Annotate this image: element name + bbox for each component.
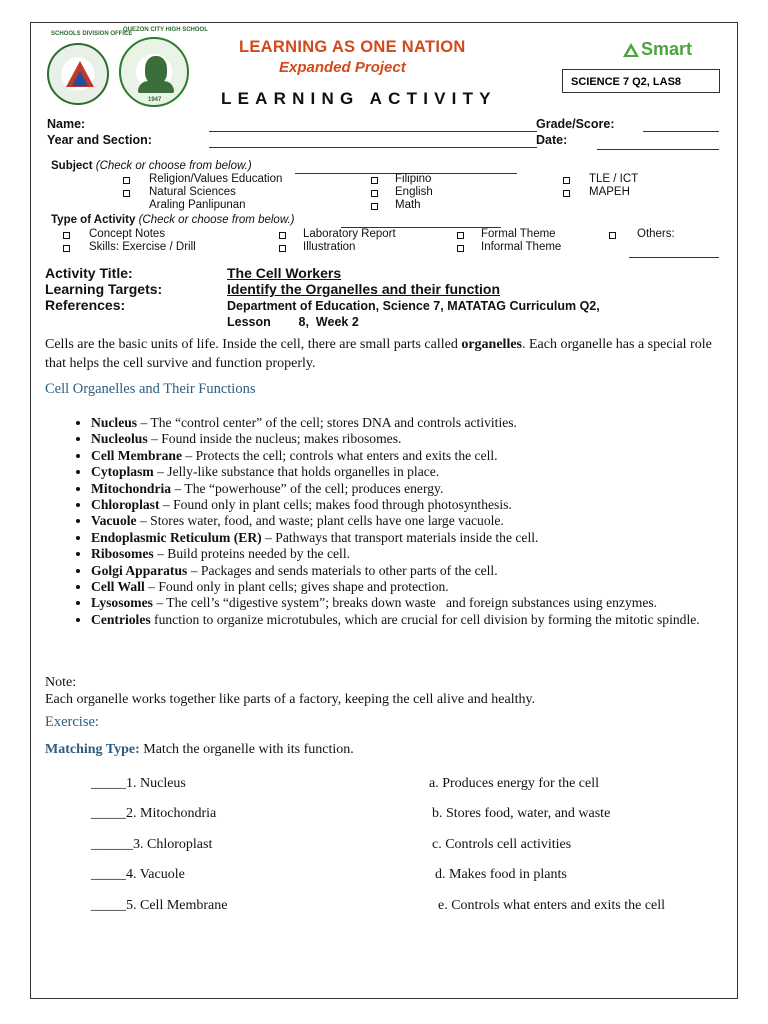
logo1-caption: SCHOOLS DIVISION OFFICE [51,31,133,37]
organelle-item [91,595,741,611]
match-item-4[interactable]: _____4. Vacuole [91,867,185,882]
match-choice-e: e. Controls what enters and exits the cell [438,898,666,913]
grade-score-line[interactable] [643,131,719,132]
organelle-term: Mitochondria [91,480,172,496]
header-title: LEARNING AS ONE NATION [239,38,466,56]
activity-title-label: Activity Title: [45,265,133,281]
organelle-item [91,464,741,480]
grade-score-label: Grade/Score: [536,117,615,131]
organelle-term: Golgi Apparatus [91,562,188,578]
option-english: English [395,186,433,198]
brand-name: Smart [641,39,693,59]
organelle-item [91,579,741,595]
organelle-description: – Pathways that transport materials inside the cell. [261,529,539,545]
option-religion: Religion/Values Education [149,173,283,185]
checkbox-english[interactable] [371,190,378,197]
organelle-item [91,612,741,628]
option-natural-sciences: Natural Sciences [149,186,236,198]
organelle-description: – The “control center” of the cell; stores DNA and controls activities. [137,415,517,430]
match-item-2[interactable]: _____2. Mitochondria [91,806,217,821]
organelle-term: Vacuole [91,513,137,529]
checkbox-others[interactable] [609,232,616,239]
logo2-caption: QUEZON CITY HIGH SCHOOL [123,27,208,33]
date-label: Date: [536,133,568,147]
organelle-item [91,415,741,431]
organelle-term: Cytoplasm [91,464,154,480]
checkbox-tle-ict[interactable] [563,177,570,184]
organelle-list [63,415,741,628]
organelle-term: Nucleus [91,415,138,430]
organelle-term: Ribosomes [91,546,154,562]
exercise-label: Exercise: [45,714,99,730]
name-line[interactable] [209,131,537,132]
checkbox-mapeh[interactable] [563,190,570,197]
match-item-1[interactable]: _____1. Nucleus [91,776,186,791]
learning-targets: Identify the Organelles and their function [227,281,501,297]
checkbox-skills[interactable] [63,245,70,252]
organelle-term: Endoplasmic Reticulum (ER) [91,529,262,545]
logo2-year: 1947 [148,97,162,103]
references-line2: Lesson 8, Week 2 [227,315,359,329]
organelle-description: – Found only in plant cells; makes food through photosynthesis. [159,497,512,513]
organelle-term: Nucleolus [91,431,148,447]
organelle-description: – Packages and sends materials to other parts of the cell. [187,562,498,578]
organelle-description: – Found inside the nucleus; makes ribosomes. [147,431,402,447]
note-label: Note: [45,675,77,690]
organelle-description: – Protects the cell; controls what enters and exits the cell. [181,447,498,463]
intro-text-2: . Each organelle has a special role that helps the cell survive and function properly. [45,337,712,371]
organelle-description: function to organize microtubules, which are crucial for cell division by forming the mitotic spindle. [150,611,700,627]
option-formal-theme: Formal Theme [481,228,556,240]
organelle-term: Chloroplast [91,497,160,513]
matching-instruction-text: Match the organelle with its function. [139,742,354,757]
name-label: Name: [47,117,86,131]
checkbox-math[interactable] [371,203,378,210]
activity-type-heading [51,214,295,226]
match-choice-a: a. Produces energy for the cell [429,776,600,791]
note-text: Each organelle works together like parts of a factory, keeping the cell alive and healthy. [45,692,536,707]
checkbox-religion[interactable] [123,177,130,184]
organelle-description: – The “powerhouse” of the cell; produces energy. [171,480,444,496]
intro-text-1: Cells are the basic units of life. Inside the cell, there are small parts called [45,337,462,352]
organelle-item [91,448,741,464]
learning-targets-label: Learning Targets: [45,281,163,297]
smart-logo-icon [622,42,640,58]
organelle-description: – The cell’s “digestive system”; breaks down waste and foreign substances using enzymes. [152,595,658,611]
option-mapeh: MAPEH [589,186,630,198]
matching-instruction [45,742,354,758]
option-skills: Skills: Exercise / Drill [89,241,196,253]
organelle-item [91,497,741,513]
references-label: References: [45,297,126,313]
activity-type-hint: (Check or choose from below.) [138,214,295,226]
organelle-term: Centrioles [91,611,151,627]
checkbox-concept-notes[interactable] [63,232,70,239]
worksheet-page [30,22,738,999]
checkbox-formal-theme[interactable] [457,232,464,239]
intro-paragraph [45,335,725,373]
lesson-code-box: SCIENCE 7 Q2, LAS8 [562,69,720,93]
schools-division-seal-icon [47,43,109,105]
match-choice-d: d. Makes food in plants [435,867,567,882]
subject-hint: (Check or choose from below.) [95,160,252,172]
organelle-item [91,563,741,579]
option-informal-theme: Informal Theme [481,241,562,253]
option-illustration: Illustration [303,241,356,253]
organelle-item [91,546,741,562]
option-math: Math [395,199,421,211]
organelle-description: – Build proteins needed by the cell. [153,546,350,562]
references-line1: Department of Education, Science 7, MATATAG Curriculum Q2, [227,299,600,313]
checkbox-filipino[interactable] [371,177,378,184]
checkbox-illustration[interactable] [279,245,286,252]
organelle-item [91,481,741,497]
option-araling-panlipunan: Araling Panlipunan [149,199,246,211]
match-item-3[interactable]: ______3. Chloroplast [91,837,213,852]
organelle-term: Cell Wall [91,579,145,595]
learning-activity-title: LEARNING ACTIVITY [221,89,497,108]
others-line[interactable] [629,257,719,258]
match-choice-c: c. Controls cell activities [432,837,572,852]
header-subtitle: Expanded Project [279,59,406,76]
organelle-term: Lysosomes [91,595,153,611]
organelle-term: Cell Membrane [91,447,182,463]
year-section-line[interactable] [209,147,537,148]
option-others: Others: [637,228,675,240]
checkbox-informal-theme[interactable] [457,245,464,252]
matching-type-label: Matching Type: [45,742,140,757]
section-heading: Cell Organelles and Their Functions [45,381,256,397]
checkbox-natural-sciences[interactable] [123,190,130,197]
organelle-description: – Found only in plant cells; gives shape and protection. [144,579,449,595]
date-line[interactable] [597,149,719,150]
year-section-label: Year and Section: [47,133,152,147]
subject-heading [51,160,252,172]
organelle-item [91,530,741,546]
intro-bold-term: organelles [461,337,522,352]
organelle-description: – Stores water, food, and waste; plant cells have one large vacuole. [136,513,504,529]
option-concept-notes: Concept Notes [89,228,166,240]
option-laboratory-report: Laboratory Report [303,228,396,240]
organelle-description: – Jelly-like substance that holds organelles in place. [153,464,440,480]
option-tle-ict: TLE / ICT [589,173,639,185]
organelle-item [91,513,741,529]
match-choice-b: b. Stores food, water, and waste [432,806,611,821]
activity-type-label: Type of Activity [51,214,136,226]
subject-label: Subject [51,160,93,172]
organelle-item [91,431,741,447]
match-item-5[interactable]: _____5. Cell Membrane [91,898,228,913]
checkbox-laboratory-report[interactable] [279,232,286,239]
activity-title: The Cell Workers [227,265,342,281]
option-filipino: Filipino [395,173,432,185]
